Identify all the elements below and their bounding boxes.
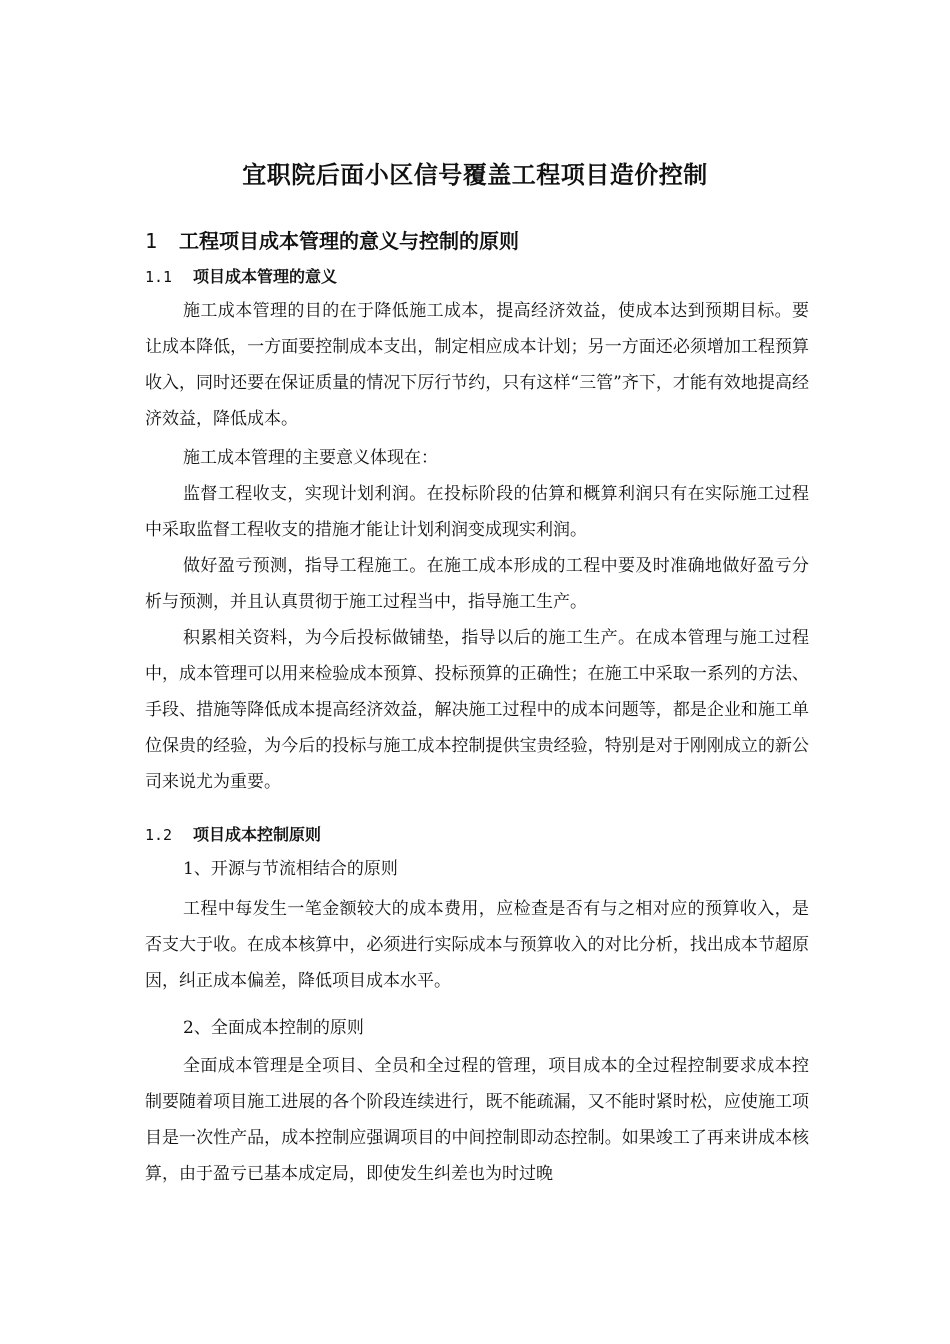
principle-1-label: 1、开源与节流相结合的原则: [183, 859, 398, 879]
section-1-number: 1: [145, 229, 158, 253]
section-1-2-title: 项目成本控制原则: [193, 825, 322, 844]
paragraph-accumulate-data: 积累相关资料，为今后投标做铺垫，指导以后的施工生产。在成本管理与施工过程中，成本管理可以用来检验成本预算、投标预算的正确性；在施工中采取一系列的方法、手段、措施等降低成本提高经济效益，解决施工过程中的成本问题等，都是企业和施工单位保贵的经验，为今后的投标与施工成本控制提供宝贵经验，特别是对于刚刚成立的新公司来说尤为重要。: [145, 628, 809, 792]
paragraph-cost-purpose: 施工成本管理的目的在于降低施工成本，提高经济效益，使成本达到预期目标。要让成本降低，一方面要控制成本支出，制定相应成本计划；另一方面还必须增加工程预算收入，同时还要在保证质量的情况下厉行节约，只有这样“三管”齐下，才能有效地提高经济效益，降低成本。: [145, 301, 809, 429]
paragraph-monitor-income: 监督工程收支，实现计划利润。在投标阶段的估算和概算利润只有在实际施工过程中采取监督工程收支的措施才能让计划利润变成现实利润。: [145, 484, 809, 540]
section-1-1-number: 1.1: [145, 268, 173, 286]
paragraph-profit-forecast: 做好盈亏预测，指导工程施工。在施工成本形成的工程中要及时准确地做好盈亏分析与预测，并且认真贯彻于施工过程当中，指导施工生产。: [145, 556, 809, 612]
document-title: 宜职院后面小区信号覆盖工程项目造价控制: [242, 161, 708, 189]
paragraph-significance-intro: 施工成本管理的主要意义体现在：: [183, 448, 438, 468]
section-1-2-heading: [145, 822, 321, 845]
section-1-1-title: 项目成本管理的意义: [193, 267, 338, 286]
section-1-1-heading: [145, 264, 337, 287]
section-1-heading: [145, 225, 519, 254]
principle-1-text: 工程中每发生一笔金额较大的成本费用，应检查是否有与之相对应的预算收入，是否支大于收。在成本核算中，必须进行实际成本与预算收入的对比分析，找出成本节超原因，纠正成本偏差，降低项目成本水平。: [145, 899, 809, 991]
principle-2-label: 2、全面成本控制的原则: [183, 1018, 364, 1038]
section-1-2-number: 1.2: [145, 826, 173, 844]
section-1-title: 工程项目成本管理的意义与控制的原则: [179, 229, 519, 253]
principle-2-text: 全面成本管理是全项目、全员和全过程的管理，项目成本的全过程控制要求成本控制要随着项目施工进展的各个阶段连续进行，既不能疏漏，又不能时紧时松，应使施工项目是一次性产品，成本控制应强调项目的中间控制即动态控制。如果竣工了再来讲成本核算，由于盈亏已基本成定局，即使发生纠差也为时过晚: [145, 1056, 809, 1184]
